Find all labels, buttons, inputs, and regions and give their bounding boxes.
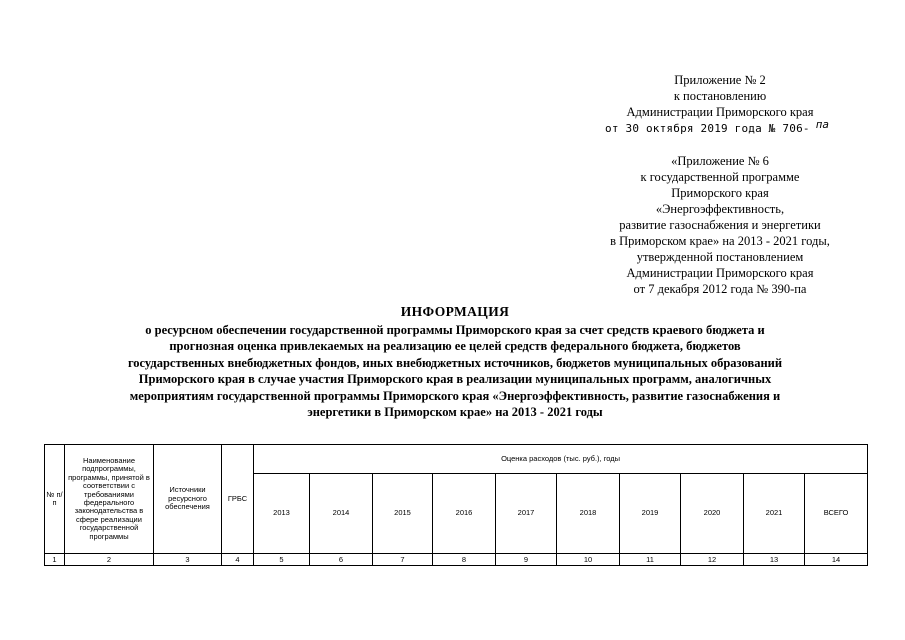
appendix-6-line: от 7 декабря 2012 года № 390-па [633,282,807,296]
appendix-6-line: развитие газоснабжения и энергетики [619,218,821,232]
column-number: 11 [620,554,681,566]
column-number: 1 [45,554,65,566]
header-total: ВСЕГО [805,474,868,554]
appendix-6-line: Приморского края [671,186,769,200]
column-number: 5 [254,554,310,566]
header-year: 2013 [254,474,310,554]
column-number: 10 [557,554,620,566]
header-program-name: Наименование подпрограммы, программы, принятой в соответствии с требованиями федерального законодательства в сфере реализации государственной программы [65,445,154,554]
column-number: 7 [373,554,433,566]
document-subtitle-line: энергетики в Приморском крае» на 2013 - 2021 годы [307,405,603,419]
document-subtitle-line: о ресурсном обеспечении государственной программы Приморского края за счет средств краевого бюджета и [145,322,765,337]
document-heading [40,304,870,421]
header-year: 2021 [744,474,805,554]
column-number: 8 [433,554,496,566]
header-year: 2017 [496,474,557,554]
appendix-6-line: в Приморском крае» на 2013 - 2021 годы, [610,234,830,248]
appendix-6-line: Администрации Приморского края [626,266,814,280]
appendix-2-date [560,120,880,137]
header-year: 2018 [557,474,620,554]
column-number: 4 [222,554,254,566]
column-number: 6 [310,554,373,566]
header-year: 2014 [310,474,373,554]
header-year: 2015 [373,474,433,554]
header-year: 2019 [620,474,681,554]
appendix-2-line: Приложение № 2 [674,73,766,87]
document-subtitle-line: Приморского края в случае участия Приморского края в реализации муниципальных программ, аналогичных [138,372,772,386]
header-number: № п/п [45,445,65,554]
header-expense-estimate: Оценка расходов (тыс. руб.), годы [254,445,868,474]
appendix-2-date-typed: от 30 октября 2019 года № 706- [605,122,810,135]
column-number: 12 [681,554,744,566]
appendix-6-line: «Энергоэффективность, [655,202,785,216]
column-number: 13 [744,554,805,566]
header-sources: Источники ресурсного обеспечения [154,445,222,554]
document-subtitle-line: мероприятиям государственной программы Приморского края «Энергоэффективность, развитие газоснабжения и [129,388,781,403]
column-number: 9 [496,554,557,566]
appendix-6-line: «Приложение № 6 [671,154,769,168]
document-title: ИНФОРМАЦИЯ [400,304,510,319]
resource-table [44,444,868,566]
appendix-6-line: утвержденной постановлением [636,250,804,264]
appendix-2-block [560,72,880,137]
document-subtitle-line: государственных внебюджетных фондов, иных внебюджетных источников, бюджетов муниципальных образований [127,355,783,370]
header-year: 2020 [681,474,744,554]
appendix-2-line: Администрации Приморского края [626,105,814,119]
appendix-2-date-handwritten: па [815,118,829,131]
column-number: 2 [65,554,154,566]
appendix-2-line: к постановлению [673,89,767,103]
column-number: 14 [805,554,868,566]
appendix-6-block [560,153,880,297]
header-grbs: ГРБС [222,445,254,554]
header-year: 2016 [433,474,496,554]
document-subtitle-line: прогнозная оценка привлекаемых на реализацию ее целей средств федерального бюджета, бюджетов [169,339,741,353]
column-number: 3 [154,554,222,566]
appendix-6-line: к государственной программе [640,170,800,184]
